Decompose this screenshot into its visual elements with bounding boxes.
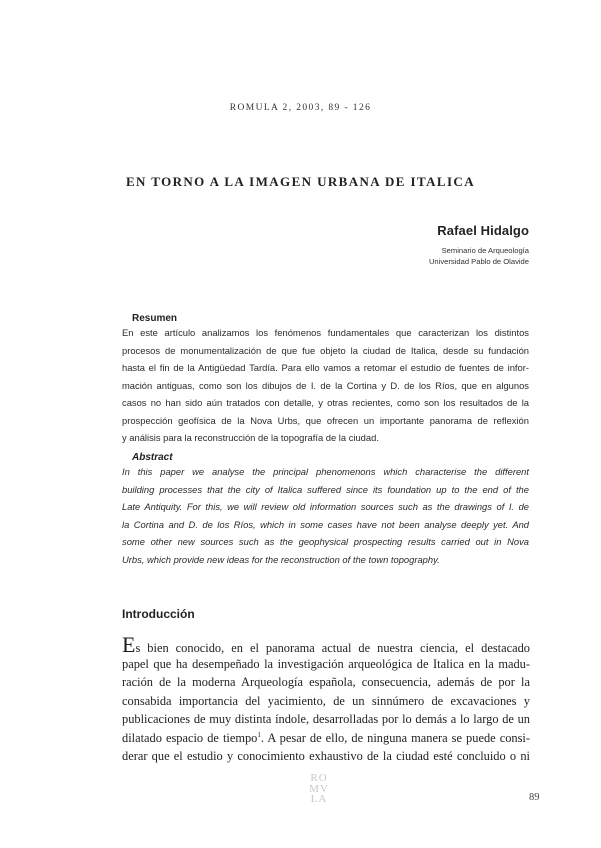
- resumen-line: casos no han sido aún tratados con detalle, y otras recientes, como son los resultados de la: [122, 397, 529, 408]
- resumen-line-last: y análisis para la reconstrucción de la topografía de la ciudad.: [122, 432, 379, 443]
- abstract-line: some other new sources such as the geophysical prospecting results carried out in Nova: [122, 536, 529, 547]
- author-affiliation: [429, 245, 529, 267]
- author-block: [429, 223, 529, 267]
- resumen-line: prospección geofísica de la Nova Urbs, que ofrecen un importante panorama de reflexión: [122, 414, 529, 426]
- intro-line-text: dilatado espacio de tiempo: [122, 730, 258, 745]
- page-number: 89: [529, 792, 540, 803]
- watermark-line: RO: [310, 772, 328, 784]
- intro-line-text: . A pesar de ello, de ninguna manera se puede consi-: [260, 730, 530, 745]
- resumen-paragraph: [122, 324, 529, 447]
- drop-cap: E: [122, 632, 136, 657]
- intro-line: ración de la moderna Arqueología española, consecuencia, además de por la: [122, 675, 530, 689]
- journal-header: ROMULA 2, 2003, 89 - 126: [229, 103, 372, 113]
- affiliation-seminar: Seminario de Arqueología: [441, 246, 529, 255]
- resumen-heading: Resumen: [132, 313, 178, 324]
- affiliation-university: Universidad Pablo de Olavide: [428, 257, 529, 266]
- romula-watermark: [307, 773, 331, 805]
- abstract-heading: Abstract: [132, 452, 173, 463]
- introduction-heading: Introducción: [122, 607, 195, 621]
- watermark-line: MV: [309, 782, 329, 795]
- intro-line: papel que ha desempeñado la investigación arqueológica de Italica en la madu-: [122, 656, 530, 671]
- resumen-line: hasta el fin de la Antigüedad Tardía. Para ello vamos a retomar el estudio de fuentes de infor-: [122, 362, 529, 373]
- intro-line: derar que el estudio y conocimiento exhaustivo de la ciudad esté concluido o ni: [122, 749, 530, 763]
- article-title: EN TORNO A LA IMAGEN URBANA DE ITALICA: [125, 174, 475, 189]
- author-name: Rafael Hidalgo: [437, 223, 529, 238]
- watermark-line: LA: [310, 793, 328, 805]
- abstract-line-last: Urbs, which provide new ideas for the reconstruction of the town topography.: [122, 553, 440, 565]
- footnote-ref[interactable]: 1: [257, 730, 261, 739]
- resumen-line: En este artículo analizamos los fenómenos fundamentales que caracterizan los distintos: [122, 327, 529, 338]
- abstract-paragraph: [122, 463, 529, 568]
- intro-line: publicaciones de muy distinta índole, desarrolladas por lo demás a lo largo de un: [122, 712, 530, 726]
- introduction-paragraph: [122, 632, 530, 766]
- intro-line: [122, 729, 530, 748]
- abstract-line: In this paper we analyse the principal phenomenons which characterise the different: [122, 466, 529, 477]
- abstract-line: Late Antiquity. For this, we will review old information sources such as the drawings of I. de: [122, 501, 529, 512]
- intro-line-text: s bien conocido, en el panorama actual de nuestra ciencia, el destacado: [135, 641, 530, 655]
- abstract-line: la Cortina and D. de los Ríos, which in some cases have not been analyse deeply yet. And: [122, 518, 529, 530]
- intro-line: consabida importancia del yacimiento, de un sinnúmero de excavaciones y: [122, 693, 530, 708]
- resumen-line: procesos de monumentalización de que fue objeto la ciudad de Italica, desde su fundación: [122, 344, 529, 356]
- resumen-line: mación antiguas, como son los dibujos de I. de la Cortina y D. de los Ríos, que en algunos: [122, 379, 529, 391]
- intro-line: [122, 632, 530, 657]
- abstract-line: building processes that the city of Italica suffered since its foundation up to the end of the: [122, 483, 529, 495]
